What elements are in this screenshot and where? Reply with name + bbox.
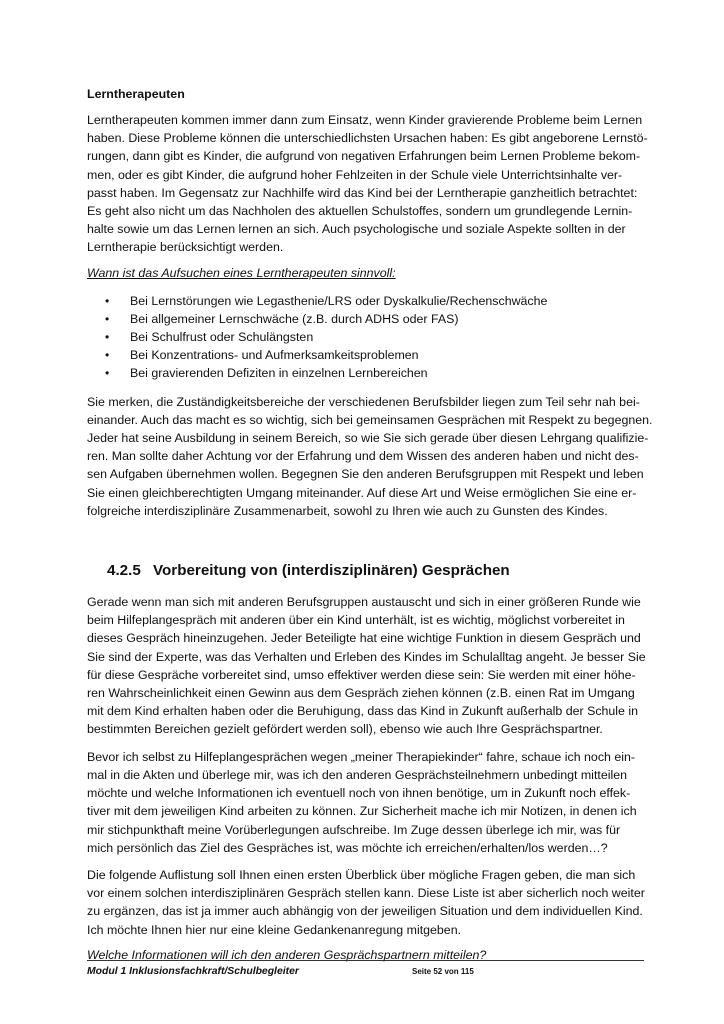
text-line: möchte und welche Informationen ich eventuell noch von ihnen benötige, um in Zukunft noch effek- bbox=[87, 786, 631, 801]
list-item bbox=[87, 292, 642, 310]
text-line: ren Wahrscheinlichkeit einen Gewinn aus dem Gespräch ziehen können (z.B. einen Rat im Umgang bbox=[87, 686, 635, 701]
section-number: 4.2.5 bbox=[107, 562, 141, 580]
paragraph-gespraechsvorbereitung bbox=[87, 593, 646, 739]
page-content bbox=[87, 87, 653, 974]
paragraph-lerntherapeuten-intro bbox=[87, 111, 648, 257]
list-item-text: Bei Konzentrations- und Aufmerksamkeitsproblemen bbox=[130, 348, 419, 363]
text-line: mal in die Akten und überlege mir, was ich den anderen Gesprächsteilnehmern unbedingt mitteilen bbox=[87, 767, 628, 782]
list-item bbox=[87, 328, 642, 346]
text-line: Ich möchte Ihnen hier nur eine kleine Gedankenanregung mitgeben. bbox=[87, 922, 462, 937]
bullet-icon: • bbox=[105, 311, 110, 326]
text-line: passt haben. Im Gegensatz zur Nachhilfe wird das Kind bei der Lerntherapie ganzheitlich betrachtet: bbox=[87, 185, 638, 200]
footer-divider bbox=[87, 960, 644, 961]
bullet-icon: • bbox=[105, 330, 110, 345]
list-item-text: Bei allgemeiner Lernschwäche (z.B. durch ADHS oder FAS) bbox=[130, 311, 459, 326]
text-line: Jeder hat seine Ausbildung in seinem Bereich, so wie Sie sich gerade über diesen Lehrgang qualifizie- bbox=[87, 431, 649, 446]
text-line: beim Hilfeplangespräch mit anderen über ein Kind unterhält, ist es wichtig, möglichst vorbereitet in bbox=[87, 613, 625, 628]
list-item-text: Bei Lernstörungen wie Legasthenie/LRS oder Dyskalkulie/Rechenschwäche bbox=[130, 293, 548, 308]
list-item bbox=[87, 364, 642, 382]
bullet-icon: • bbox=[105, 366, 110, 381]
text-line: Sie merken, die Zuständigkeitsbereiche der verschiedenen Berufsbilder liegen zum Teil sehr nah bei- bbox=[87, 394, 640, 409]
text-line: mir stichpunkthaft meine Vorüberlegungen aufschreibe. Im Zuge dessen überlege ich mir, was für bbox=[87, 822, 621, 837]
text-line: Gerade wenn man sich mit anderen Berufsgruppen austauscht und sich in einer größeren Runde wie bbox=[87, 595, 641, 610]
text-line: Die folgende Auflistung soll Ihnen einen ersten Überblick über mögliche Fragen geben, die man sich bbox=[87, 867, 636, 882]
bullet-icon: • bbox=[105, 348, 110, 363]
paragraph-auflistung bbox=[87, 866, 645, 939]
text-line: rungen, dann gibt es Kinder, die aufgrund von negativen Erfahrungen beim Lernen Probleme bekom- bbox=[87, 149, 641, 164]
paragraph-hilfeplangespraeche bbox=[87, 748, 642, 857]
list-item bbox=[87, 346, 642, 364]
text-line: men, oder es gibt Kinder, die aufgrund hoher Fehlzeiten in der Schule viele Unterrichtsinhalte ver- bbox=[87, 167, 623, 182]
subheading-when-lerntherapeut: Wann ist das Aufsuchen eines Lerntherapeuten sinnvoll: bbox=[87, 265, 396, 280]
text-line: bestimmten Bereichen gezielt gefördert werden soll), ebenso wie auch Ihre Gesprächspartner. bbox=[87, 722, 603, 737]
footer-module-title: Modul 1 Inklusionsfachkraft/Schulbegleiter bbox=[87, 966, 299, 977]
text-line: einander. Auch das macht es so wichtig, sich bei gemeinsamen Gesprächen mit Respekt zu begegnen. bbox=[87, 412, 653, 427]
bullet-icon: • bbox=[105, 293, 110, 308]
page-footer bbox=[87, 966, 644, 980]
text-line: dieses Gespräch hineinzugehen. Jeder Beteiligte hat eine wichtige Funktion in diesem Gespräch und bbox=[87, 631, 641, 646]
section-title-4-2-5 bbox=[107, 562, 642, 579]
text-line: mit dem Kind erhalten haben oder die Beruhigung, dass das Kind in Zukunft außerhalb der Schule in bbox=[87, 704, 639, 719]
text-line: Sie einen gleichberechtigten Umgang miteinander. Auf diese Art und Weise ermöglichen Sie eine er- bbox=[87, 485, 637, 500]
text-line: Es geht also nicht um das Nachholen des aktuellen Schulstoffes, sondern um grundlegende Lernin- bbox=[87, 204, 633, 219]
section-heading-lerntherapeuten: Lerntherapeuten bbox=[87, 87, 185, 101]
subheading-informationen: Welche Informationen will ich den anderen Gesprächspartnern mitteilen? bbox=[87, 947, 487, 962]
text-line: zu ergänzen, das ist ja immer auch abhängig von der jeweiligen Situation und dem individuellen Kind. bbox=[87, 904, 643, 919]
text-line: vor einem solchen interdisziplinären Gespräch stellen kann. Diese Liste ist aber sicherlich noch weiter bbox=[87, 886, 645, 901]
paragraph-zustaendigkeit bbox=[87, 393, 653, 520]
text-line: folgreiche interdisziplinäre Zusammenarbeit, sowohl zu Ihren wie auch zu Gunsten des Kindes. bbox=[87, 503, 608, 518]
text-line: Lerntherapie berücksichtigt werden. bbox=[87, 240, 284, 255]
text-line: für diese Gespräche vorbereitet sind, umso effektiver werden diese sein: Sie werden mit einer höhe- bbox=[87, 667, 636, 682]
footer-page-number: Seite 52 von 115 bbox=[412, 967, 474, 976]
text-line: tiver mit dem jeweiligen Kind arbeiten zu können. Zur Sicherheit mache ich mir Notizen, in denen ich bbox=[87, 804, 637, 819]
text-line: halte sowie um das Lernen lernen an sich. Auch psychologische und soziale Aspekte sollten in der bbox=[87, 222, 626, 237]
text-line: sen Aufgaben übernehmen wollen. Begegnen Sie den anderen Berufsgruppen mit Respekt und leben bbox=[87, 467, 644, 482]
list-item-text: Bei Schulfrust oder Schulängsten bbox=[130, 330, 314, 345]
text-line: mich persönlich das Ziel des Gespräches ist, was möchte ich erreichen/erhalten/los werden…? bbox=[87, 840, 608, 855]
list-item-text: Bei gravierenden Defiziten in einzelnen Lernbereichen bbox=[130, 366, 428, 381]
text-line: ren. Man sollte daher Achtung vor der Erfahrung und dem Wissen des anderen haben und nicht des- bbox=[87, 449, 639, 464]
section-title-text: Vorbereitung von (interdisziplinären) Gesprächen bbox=[153, 562, 510, 580]
bullet-list bbox=[87, 292, 642, 383]
text-line: Sie sind der Experte, was das Verhalten und Erleben des Kindes im Schulalltag angeht. Je besser Sie bbox=[87, 649, 646, 664]
text-line: Bevor ich selbst zu Hilfeplangesprächen wegen „meiner Therapiekinder“ fahre, schaue ich noch ein- bbox=[87, 749, 636, 764]
list-item bbox=[87, 310, 642, 328]
text-line: haben. Diese Probleme können die unterschiedlichsten Ursachen haben: Es gibt angeborene Lernstö- bbox=[87, 131, 648, 146]
text-line: Lerntherapeuten kommen immer dann zum Einsatz, wenn Kinder gravierende Probleme beim Lernen bbox=[87, 113, 643, 127]
